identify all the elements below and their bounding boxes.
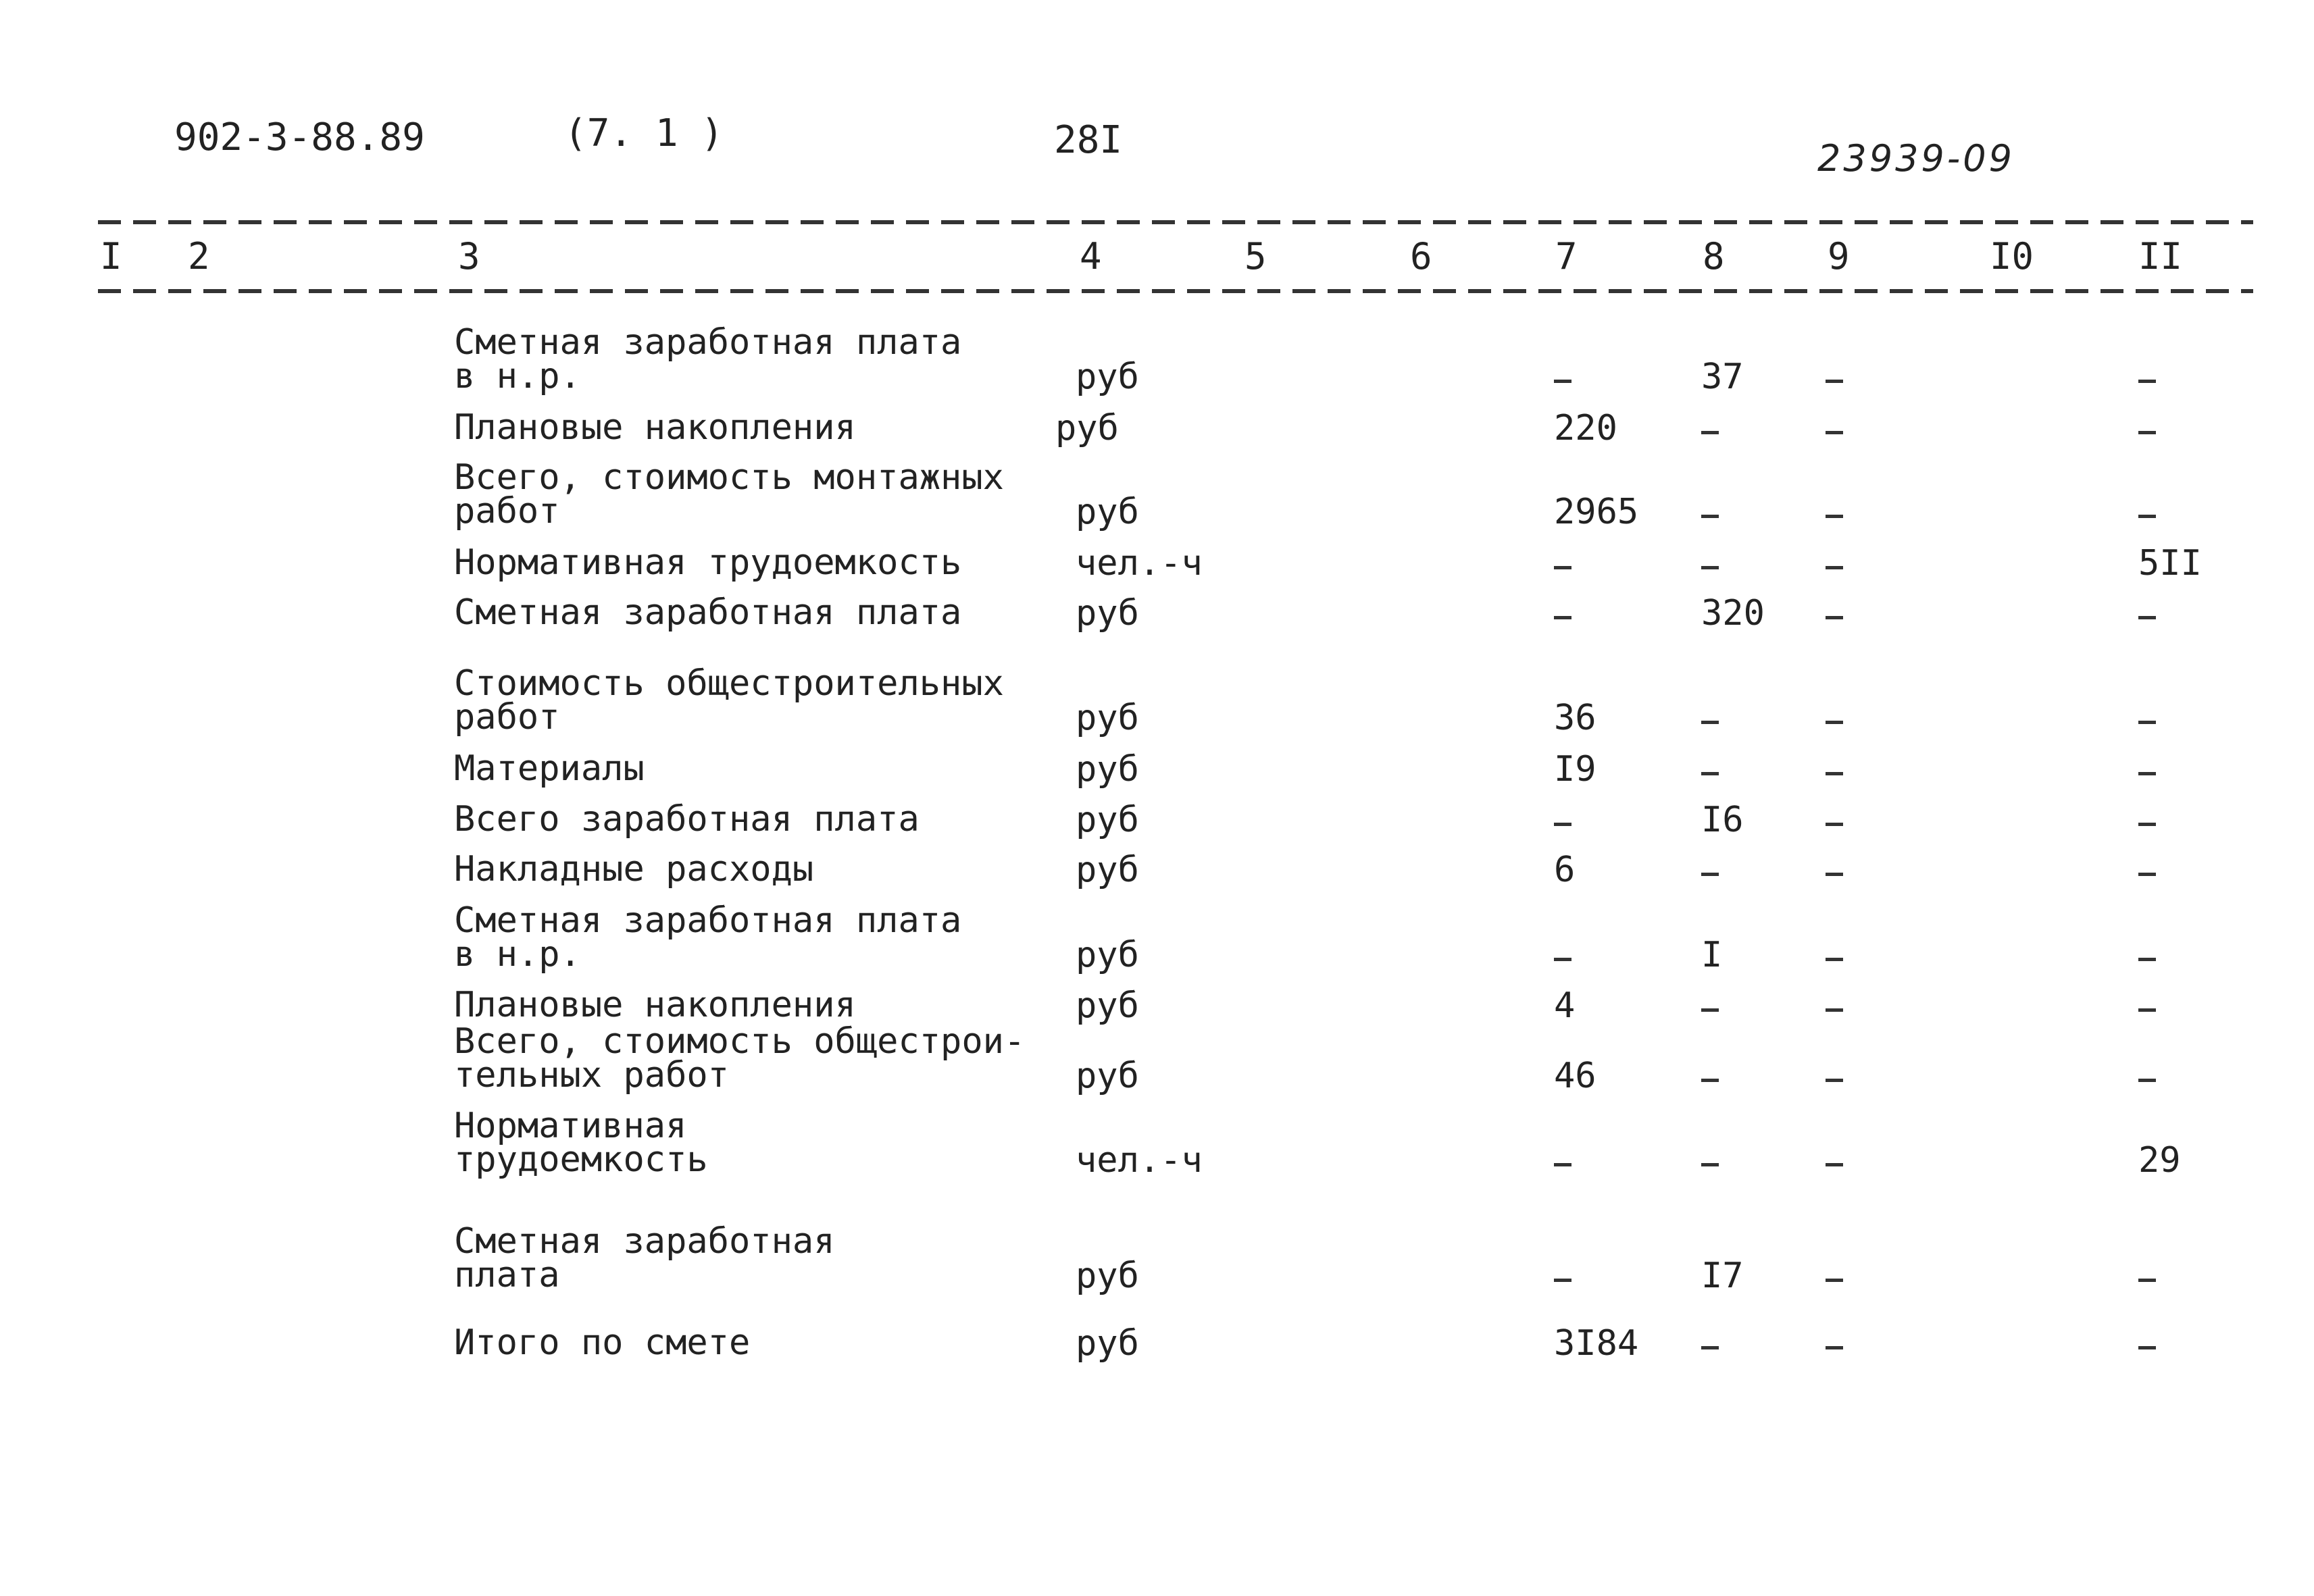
empty-value-dash [1826, 1346, 1843, 1349]
row-description: Сметная заработная плата в н.р. [454, 322, 962, 396]
empty-value-dash [1701, 1079, 1719, 1082]
empty-value-dash [1701, 515, 1719, 518]
row-description: Материалы [454, 748, 645, 789]
empty-value-dash [1826, 873, 1843, 876]
row-value-c7: 46 [1554, 1056, 1596, 1096]
empty-value-dash [2138, 1008, 2156, 1012]
inventory-stamp: 23939-09 [1817, 137, 2015, 180]
empty-value-dash [2138, 1279, 2156, 1282]
empty-value-dash [1826, 566, 1843, 569]
row-value-c7: 2965 [1554, 492, 1639, 532]
row-value-c7: 36 [1554, 698, 1596, 738]
row-unit: руб [1076, 1056, 1139, 1096]
row-unit: руб [1076, 1256, 1139, 1296]
row-unit: руб [1055, 408, 1119, 448]
empty-value-dash [1826, 958, 1843, 961]
empty-value-dash [1826, 772, 1843, 775]
row-unit: руб [1076, 749, 1139, 790]
empty-value-dash [2138, 721, 2156, 724]
row-description: Всего, стоимость монтажных работ [454, 457, 1004, 532]
empty-value-dash [2138, 873, 2156, 876]
column-header-2: 2 [188, 235, 210, 278]
row-value-c7: 4 [1554, 985, 1576, 1026]
row-value-c7: 220 [1554, 408, 1617, 448]
empty-value-dash [1701, 721, 1719, 724]
empty-value-dash [1701, 566, 1719, 569]
empty-value-dash [2138, 1346, 2156, 1349]
empty-value-dash [2138, 1079, 2156, 1082]
column-header-10: I0 [1990, 235, 2034, 278]
row-unit: руб [1076, 593, 1139, 634]
row-description: Нормативная трудоемкость [454, 1106, 708, 1180]
page-number: 28I [1054, 118, 1123, 162]
row-description: Всего, стоимость общестрои- тельных работ [454, 1021, 1026, 1096]
empty-value-dash [2138, 431, 2156, 434]
empty-value-dash [1554, 1279, 1571, 1282]
row-value-c11: 5II [2138, 543, 2202, 584]
document-code: 902-3-88.89 [174, 115, 425, 159]
row-description: Нормативная трудоемкость [454, 542, 962, 583]
empty-value-dash [2138, 823, 2156, 826]
empty-value-dash [2138, 515, 2156, 518]
column-header-4: 4 [1080, 235, 1102, 278]
empty-value-dash [1826, 515, 1843, 518]
empty-value-dash [1826, 1079, 1843, 1082]
column-header-11: II [2138, 235, 2183, 278]
header-top-rule [98, 220, 2253, 224]
section-number: (7. 1 ) [564, 111, 724, 155]
row-description: Накладные расходы [454, 849, 814, 890]
row-value-c7: I9 [1554, 749, 1596, 790]
column-header-1: I [100, 235, 122, 278]
column-header-5: 5 [1244, 235, 1267, 278]
row-unit: руб [1076, 985, 1139, 1026]
row-unit: чел.-ч [1076, 1140, 1203, 1181]
empty-value-dash [1826, 1279, 1843, 1282]
row-value-c8: 320 [1701, 593, 1765, 634]
empty-value-dash [1826, 431, 1843, 434]
row-description: Плановые накопления [454, 985, 856, 1025]
column-header-9: 9 [1828, 235, 1850, 278]
row-value-c8: I7 [1701, 1256, 1744, 1296]
row-value-c7: 3I84 [1554, 1323, 1639, 1364]
row-unit: чел.-ч [1076, 543, 1203, 584]
row-description: Всего заработная плата [454, 799, 920, 840]
empty-value-dash [1701, 873, 1719, 876]
empty-value-dash [1826, 1008, 1843, 1012]
empty-value-dash [1554, 1163, 1571, 1166]
row-description: Итого по смете [454, 1322, 751, 1363]
row-description: Стоимость общестроительных работ [454, 663, 1004, 738]
row-unit: руб [1076, 698, 1139, 738]
empty-value-dash [1701, 1346, 1719, 1349]
row-unit: руб [1076, 492, 1139, 532]
header-bottom-rule [98, 289, 2253, 293]
row-unit: руб [1076, 850, 1139, 890]
column-header-3: 3 [458, 235, 480, 278]
row-unit: руб [1076, 1323, 1139, 1364]
row-description: Сметная заработная плата в н.р. [454, 900, 962, 975]
row-unit: руб [1076, 357, 1139, 397]
row-description: Сметная заработная плата [454, 592, 962, 633]
empty-value-dash [1826, 1163, 1843, 1166]
empty-value-dash [1701, 772, 1719, 775]
empty-value-dash [2138, 616, 2156, 619]
column-header-6: 6 [1410, 235, 1432, 278]
empty-value-dash [1554, 616, 1571, 619]
row-unit: руб [1076, 935, 1139, 975]
empty-value-dash [1554, 380, 1571, 383]
empty-value-dash [1826, 616, 1843, 619]
row-value-c8: I [1701, 935, 1723, 975]
empty-value-dash [1554, 566, 1571, 569]
empty-value-dash [2138, 958, 2156, 961]
empty-value-dash [1826, 721, 1843, 724]
empty-value-dash [2138, 380, 2156, 383]
column-header-8: 8 [1703, 235, 1725, 278]
row-value-c7: 6 [1554, 850, 1576, 890]
empty-value-dash [1826, 380, 1843, 383]
empty-value-dash [1701, 431, 1719, 434]
row-unit: руб [1076, 800, 1139, 840]
empty-value-dash [1554, 823, 1571, 826]
empty-value-dash [1701, 1008, 1719, 1012]
row-value-c8: I6 [1701, 800, 1744, 840]
row-description: Сметная заработная плата [454, 1221, 835, 1295]
empty-value-dash [1701, 1163, 1719, 1166]
empty-value-dash [2138, 772, 2156, 775]
row-description: Плановые накопления [454, 407, 856, 448]
column-header-7: 7 [1555, 235, 1578, 278]
row-value-c11: 29 [2138, 1140, 2181, 1181]
empty-value-dash [1554, 958, 1571, 961]
row-value-c8: 37 [1701, 357, 1744, 397]
empty-value-dash [1826, 823, 1843, 826]
